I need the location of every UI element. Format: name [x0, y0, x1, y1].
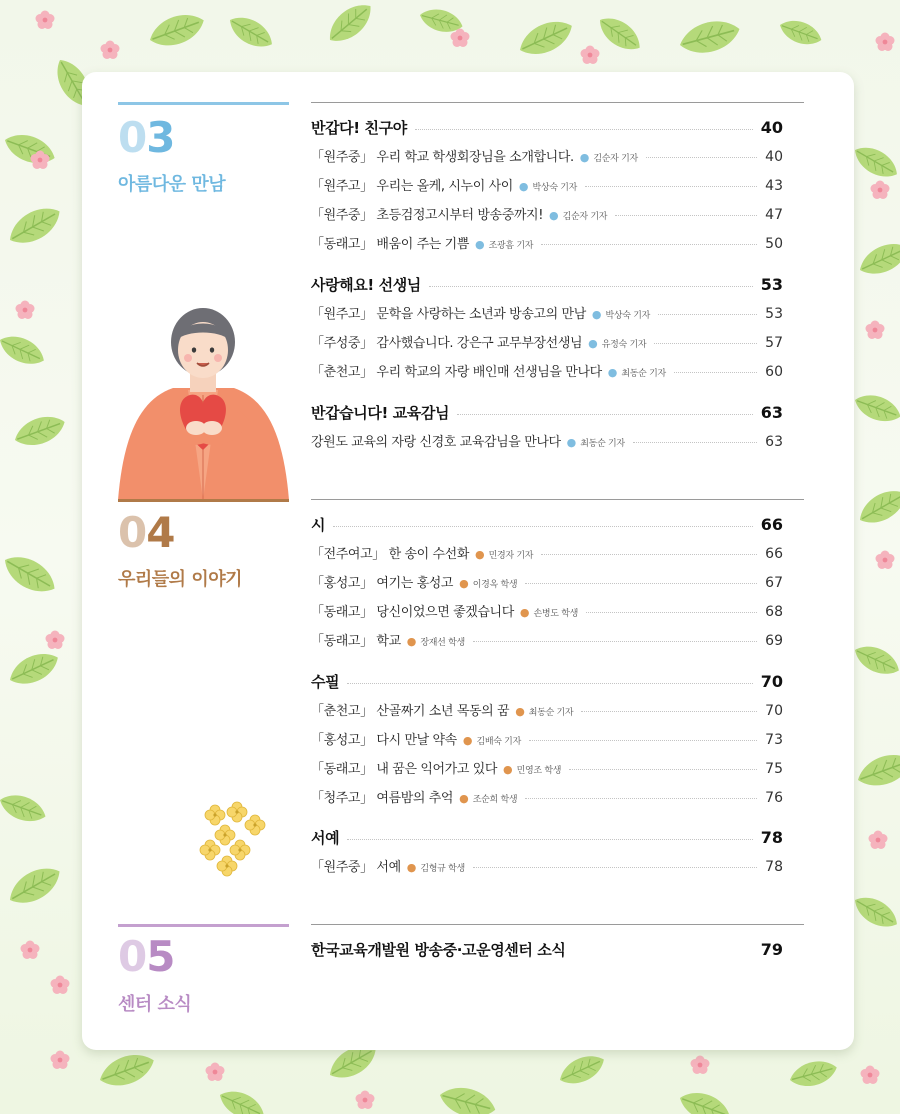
entry-author: 최동순 기자	[621, 369, 666, 379]
dot-leader	[674, 372, 757, 373]
woman-heart-illustration	[118, 300, 289, 500]
dot-leader	[529, 740, 757, 741]
page-number: 66	[765, 546, 783, 562]
entry-author: 유정숙 기자	[601, 340, 647, 350]
toc-entry[interactable]	[311, 361, 783, 380]
toc-group-heading[interactable]	[311, 827, 783, 848]
bullet-dot-icon: ●	[518, 180, 529, 193]
entry-title: 「동래고」 내 꿈은 익어가고 있다	[311, 762, 498, 777]
group-title: 반갑습니다! 교육감님	[311, 404, 450, 422]
bullet-dot-icon: ●	[607, 366, 618, 379]
bullet-dot-icon: ●	[462, 734, 473, 747]
page-number: 53	[760, 275, 783, 294]
entry-author: 손병도 학생	[533, 609, 579, 619]
toc-group-heading[interactable]	[311, 402, 783, 423]
page-number: 69	[765, 633, 783, 649]
page-number: 75	[765, 761, 783, 777]
dot-leader	[525, 583, 757, 584]
entry-author: 조순희 학생	[472, 795, 518, 805]
entry-title: 「원주중」 우리 학교 학생회장님을 소개합니다.	[311, 150, 574, 165]
bullet-dot-icon: ●	[519, 606, 530, 619]
entry-author: 민영조 학생	[516, 766, 562, 776]
entry-title: 「홍성고」 다시 만날 약속	[311, 733, 457, 748]
group-title: 반갑다! 친구야	[311, 119, 407, 137]
dot-leader	[473, 641, 757, 642]
section-04-number: 04	[118, 508, 175, 557]
page-number: 50	[765, 236, 783, 252]
entry-title: 「동래고」 배움이 주는 기쁨	[311, 237, 469, 252]
page-number: 40	[765, 149, 783, 165]
section-04-title: 우리들의 이야기	[118, 569, 242, 590]
dot-leader	[457, 414, 753, 415]
toc-group-heading[interactable]	[311, 939, 783, 960]
entry-title: 「원주고」 문학을 사랑하는 소년과 방송고의 만남	[311, 307, 586, 322]
group-title: 한국교육개발원 방송중·고운영센터 소식	[311, 941, 566, 959]
toc-entry[interactable]	[311, 787, 783, 806]
dot-leader	[615, 215, 757, 216]
entry-title: 「전주여고」 한 송이 수선화	[311, 547, 469, 562]
toc-entry[interactable]	[311, 303, 783, 322]
toc-entry[interactable]	[311, 700, 783, 719]
entry-title: 「동래고」 당신이었으면 좋겠습니다	[311, 605, 514, 620]
dot-leader	[347, 839, 753, 840]
bullet-dot-icon: ●	[503, 763, 513, 776]
entry-title: 「원주중」 초등검정고시부터 방송중까지!	[311, 208, 544, 223]
group-title: 사랑해요! 선생님	[311, 276, 421, 294]
toc-group-heading[interactable]	[311, 117, 783, 138]
page-number: 53	[765, 306, 783, 322]
dot-leader	[646, 157, 757, 158]
toc-rule-04	[311, 499, 804, 500]
section-05-rule	[118, 924, 289, 927]
dot-leader	[541, 554, 757, 555]
dot-leader	[347, 683, 753, 684]
dot-leader	[541, 244, 757, 245]
page-number: 63	[765, 434, 783, 450]
bullet-dot-icon: ●	[474, 548, 485, 561]
bullet-dot-icon: ●	[566, 436, 577, 449]
entry-author: 조광흠 기자	[488, 241, 534, 251]
entry-author: 최동순 기자	[528, 708, 574, 718]
entry-title: 강원도 교육의 자랑 신경호 교육감님을 만나다	[311, 435, 561, 450]
section-03-title: 아름다운 만남	[118, 174, 226, 195]
entry-author: 박상숙 기자	[605, 311, 651, 321]
entry-title: 「주성중」 감사했습니다. 강은구 교무부장선생님	[311, 336, 583, 351]
dot-leader	[585, 186, 757, 187]
section-04-rule	[118, 499, 289, 502]
toc-entry[interactable]	[311, 543, 783, 562]
dot-leader	[525, 798, 757, 799]
section-05-title: 센터 소식	[118, 994, 192, 1015]
dot-leader	[415, 129, 753, 130]
entry-author: 민경자 기자	[488, 551, 534, 561]
toc-entry[interactable]	[311, 431, 783, 450]
entry-title: 「원주중」 서예	[311, 860, 401, 875]
yellow-flowers-illustration	[195, 800, 275, 880]
toc-entry[interactable]	[311, 332, 783, 351]
group-title: 수필	[311, 673, 340, 691]
bullet-dot-icon: ●	[549, 209, 559, 222]
entry-title: 「원주고」 우리는 올케, 시누이 사이	[311, 179, 513, 194]
dot-leader	[429, 286, 753, 287]
group-title: 서예	[311, 829, 340, 847]
toc-rule-05	[311, 924, 804, 925]
bullet-dot-icon: ●	[515, 705, 525, 718]
dot-leader	[586, 612, 757, 613]
page-number: 67	[765, 575, 783, 591]
entry-title: 「동래고」 학교	[311, 634, 401, 649]
entry-author: 최동순 기자	[580, 439, 625, 449]
section-03-number: 03	[118, 113, 175, 162]
toc-entry[interactable]	[311, 572, 783, 591]
page-number: 57	[765, 335, 783, 351]
toc-entry[interactable]	[311, 204, 783, 223]
toc-entry[interactable]	[311, 758, 783, 777]
dot-leader	[633, 442, 757, 443]
toc-group-heading[interactable]	[311, 274, 783, 295]
toc-entry[interactable]	[311, 233, 783, 252]
entry-author: 장재선 학생	[420, 638, 465, 648]
bullet-dot-icon: ●	[474, 238, 485, 251]
entry-author: 김형규 학생	[420, 864, 465, 874]
dot-leader	[473, 867, 757, 868]
page-number: 73	[765, 732, 783, 748]
bullet-dot-icon: ●	[579, 151, 590, 164]
bullet-dot-icon: ●	[459, 792, 469, 805]
entry-author: 김순자 기자	[593, 154, 638, 164]
page-number: 70	[765, 703, 783, 719]
toc-entry[interactable]	[311, 856, 783, 875]
group-title: 시	[311, 516, 326, 534]
entry-author: 이경옥 학생	[472, 580, 518, 590]
dot-leader	[658, 314, 757, 315]
page-number: 47	[765, 207, 783, 223]
entry-author: 김배숙 기자	[476, 737, 521, 747]
entry-author: 김순자 기자	[562, 212, 608, 222]
bullet-dot-icon: ●	[406, 635, 417, 648]
page-number: 40	[760, 118, 783, 137]
toc-entry[interactable]	[311, 729, 783, 748]
page-number: 63	[760, 403, 783, 422]
dot-leader	[581, 711, 757, 712]
entry-title: 「춘천고」 우리 학교의 자랑 배인매 선생님을 만나다	[311, 365, 602, 380]
toc-rule-03	[311, 102, 804, 103]
dot-leader	[569, 769, 757, 770]
toc-entry[interactable]	[311, 630, 783, 649]
toc-entry[interactable]	[311, 601, 783, 620]
page-number: 68	[765, 604, 783, 620]
page-number: 76	[765, 790, 783, 806]
page-number: 43	[765, 178, 783, 194]
page-number: 79	[760, 940, 783, 959]
page-number: 78	[760, 828, 783, 847]
entry-title: 「청주고」 여름밤의 추억	[311, 791, 454, 806]
toc-group-heading[interactable]	[311, 514, 783, 535]
entry-title: 「홍성고」 여기는 홍성고	[311, 576, 454, 591]
section-05-number: 05	[118, 932, 175, 981]
page-number: 78	[765, 859, 783, 875]
page-number: 66	[760, 515, 783, 534]
section-03-rule	[118, 102, 289, 105]
entry-author: 박상숙 기자	[532, 183, 578, 193]
toc-entry[interactable]	[311, 146, 783, 165]
bullet-dot-icon: ●	[588, 337, 598, 350]
bullet-dot-icon: ●	[406, 861, 417, 874]
toc-group-heading[interactable]	[311, 671, 783, 692]
page-number: 70	[760, 672, 783, 691]
dot-leader	[333, 526, 753, 527]
toc-entry[interactable]	[311, 175, 783, 194]
entry-title: 「춘천고」 산골짜기 소년 목동의 꿈	[311, 704, 510, 719]
dot-leader	[654, 343, 757, 344]
bullet-dot-icon: ●	[591, 308, 602, 321]
bullet-dot-icon: ●	[459, 577, 469, 590]
page-number: 60	[765, 364, 783, 380]
